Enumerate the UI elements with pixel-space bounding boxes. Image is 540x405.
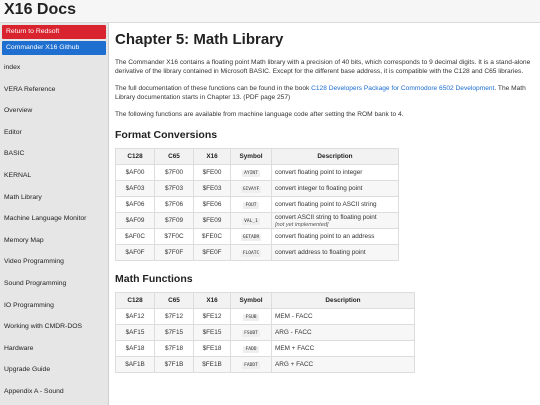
sidebar-item-appendix-a-sound[interactable]: Appendix A - Sound	[4, 387, 64, 395]
address-cell-c128: $AF12	[116, 309, 155, 325]
column-header: Symbol	[231, 293, 272, 309]
doc-prefix: The full documentation of these functions can be found in the book	[115, 85, 312, 92]
description-cell	[272, 245, 399, 261]
description-note: [not yet implemented]	[275, 221, 329, 228]
sidebar-item-editor[interactable]: Editor	[4, 128, 22, 136]
address-cell-c128: $AF0F	[116, 245, 155, 261]
address-cell-x16: $FE1B	[194, 357, 231, 373]
symbol-code: FLOATC	[242, 251, 260, 256]
address-cell-x16: $FE18	[194, 341, 231, 357]
address-cell-c128: $AF18	[116, 341, 155, 357]
address-cell-c65: $7F12	[155, 309, 194, 325]
description-text: MEM - FACC	[275, 313, 313, 320]
address-cell-x16: $FE00	[194, 165, 231, 181]
description-cell	[272, 197, 399, 213]
description-cell	[272, 165, 399, 181]
table-header-row	[116, 293, 415, 309]
column-header: Description	[272, 149, 399, 165]
symbol-code: FADDT	[244, 363, 258, 368]
sidebar-item-memory-map[interactable]: Memory Map	[4, 236, 44, 244]
sidebar-item-sound-programming[interactable]: Sound Programming	[4, 279, 67, 287]
documentation-paragraph	[115, 84, 533, 102]
symbol-cell	[231, 245, 272, 261]
column-header: X16	[194, 293, 231, 309]
sidebar-item-kernal[interactable]: KERNAL	[4, 171, 32, 179]
column-header: X16	[194, 149, 231, 165]
table-row	[116, 309, 415, 325]
address-cell-c128: $AF00	[116, 165, 155, 181]
sidebar-nav-list	[0, 57, 108, 403]
description-cell	[272, 325, 415, 341]
page-title: Chapter 5: Math Library	[115, 31, 284, 48]
address-cell-c65: $7F00	[155, 165, 194, 181]
symbol-cell	[231, 309, 272, 325]
sidebar-item-basic[interactable]: BASIC	[4, 150, 25, 158]
return-to-redsoft-link[interactable]: Return to Redsoft	[2, 25, 106, 39]
address-cell-c128: $AF06	[116, 197, 155, 213]
sidebar-item-working-with-cmdr-dos[interactable]: Working with CMDR-DOS	[4, 323, 83, 331]
address-cell-c128: $AF03	[116, 181, 155, 197]
description-text: ARG + FACC	[275, 361, 314, 368]
address-cell-x16: $FE15	[194, 325, 231, 341]
address-cell-c128: $AF15	[116, 325, 155, 341]
address-cell-c65: $7F15	[155, 325, 194, 341]
sidebar-item-video-programming[interactable]: Video Programming	[4, 258, 64, 266]
symbol-code: AYINT	[244, 171, 258, 176]
address-cell-c65: $7F1B	[155, 357, 194, 373]
table-row	[116, 213, 399, 229]
table-row	[116, 325, 415, 341]
column-header: Symbol	[231, 149, 272, 165]
table-row	[116, 341, 415, 357]
address-cell-c65: $7F03	[155, 181, 194, 197]
description-text: convert integer to floating point	[275, 185, 363, 192]
symbol-code: GETADR	[242, 235, 260, 240]
address-cell-x16: $FE0C	[194, 229, 231, 245]
github-link[interactable]: Commander X16 Github	[2, 41, 106, 55]
symbol-cell	[231, 181, 272, 197]
symbol-code: FSUBT	[244, 331, 258, 336]
address-cell-x16: $FE12	[194, 309, 231, 325]
intro-paragraph: The Commander X16 contains a floating point Math library with a precision of 40 bits, which corresponds to 9 decimal digits. It is a stand-alone derivative of the library contained in Microsoft BASIC. Except for the different base address, it is compatible with the C128 and C65 libraries.	[115, 59, 531, 75]
doc-suffix: . The Math Library documentation starts in Chapter 13. (PDF page 257)	[115, 85, 526, 101]
sidebar-item-overview[interactable]: Overview	[4, 107, 33, 115]
sidebar-item-vera-reference[interactable]: VERA Reference	[4, 85, 56, 93]
symbol-code: FSUB	[245, 315, 257, 320]
description-cell	[272, 181, 399, 197]
sidebar-item-machine-language-monitor[interactable]: Machine Language Monitor	[4, 215, 87, 223]
column-header: C65	[155, 149, 194, 165]
address-cell-c128: $AF1B	[116, 357, 155, 373]
main-content	[108, 23, 540, 405]
top-bar	[0, 0, 540, 23]
address-cell-c65: $7F06	[155, 197, 194, 213]
column-header: C128	[116, 149, 155, 165]
table-row	[116, 357, 415, 373]
format-conversions-heading: Format Conversions	[115, 129, 218, 141]
symbol-cell	[231, 197, 272, 213]
symbol-code: VAL_1	[244, 219, 258, 224]
symbol-cell	[231, 213, 272, 229]
symbol-code: GIVAYF	[242, 187, 260, 192]
description-text: ARG - FACC	[275, 329, 312, 336]
symbol-cell	[231, 165, 272, 181]
c128-developers-package-link[interactable]: C128 Developers Package for Commodore 6502 Development	[311, 85, 495, 92]
description-cell	[272, 229, 399, 245]
table-row	[116, 245, 399, 261]
site-title[interactable]: X16 Docs	[4, 1, 77, 18]
description-cell	[272, 341, 415, 357]
symbol-cell	[231, 325, 272, 341]
address-cell-c65: $7F0C	[155, 229, 194, 245]
description-cell	[272, 309, 415, 325]
description-cell	[272, 357, 415, 373]
symbol-cell	[231, 341, 272, 357]
sidebar-item-math-library[interactable]: Math Library	[4, 193, 42, 201]
symbol-code: FADD	[245, 347, 257, 352]
table-row	[116, 181, 399, 197]
address-cell-c65: $7F0F	[155, 245, 194, 261]
description-text: convert floating point to an address	[275, 233, 375, 240]
description-cell	[272, 213, 399, 229]
column-header: C128	[116, 293, 155, 309]
math-functions-table	[115, 292, 415, 373]
table-header-row	[116, 149, 399, 165]
sidebar-item-io-programming[interactable]: IO Programming	[4, 301, 54, 309]
address-cell-c128: $AF09	[116, 213, 155, 229]
sidebar-item-upgrade-guide[interactable]: Upgrade Guide	[4, 366, 51, 374]
description-text: convert floating point to ASCII string	[275, 201, 377, 208]
address-cell-c128: $AF0C	[116, 229, 155, 245]
rom-bank-paragraph: The following functions are available from machine language code after setting the ROM bank to 4.	[115, 111, 404, 118]
description-text: convert address to floating point	[275, 249, 366, 256]
symbol-code: FOUT	[245, 203, 257, 208]
description-text: convert floating point to integer	[275, 169, 363, 176]
column-header: Description	[272, 293, 415, 309]
address-cell-x16: $FE06	[194, 197, 231, 213]
table-row	[116, 229, 399, 245]
format-conversions-table	[115, 148, 399, 261]
description-text: MEM + FACC	[275, 345, 315, 352]
address-cell-x16: $FE0F	[194, 245, 231, 261]
sidebar-item-index[interactable]: index	[4, 64, 21, 71]
address-cell-x16: $FE03	[194, 181, 231, 197]
sidebar	[0, 23, 109, 405]
sidebar-item-hardware[interactable]: Hardware	[4, 344, 34, 352]
column-header: C65	[155, 293, 194, 309]
table-row	[116, 165, 399, 181]
symbol-cell	[231, 229, 272, 245]
math-functions-heading: Math Functions	[115, 273, 193, 285]
table-row	[116, 197, 399, 213]
address-cell-c65: $7F09	[155, 213, 194, 229]
address-cell-x16: $FE09	[194, 213, 231, 229]
symbol-cell	[231, 357, 272, 373]
address-cell-c65: $7F18	[155, 341, 194, 357]
description-text: convert ASCII string to floating point	[275, 213, 377, 221]
